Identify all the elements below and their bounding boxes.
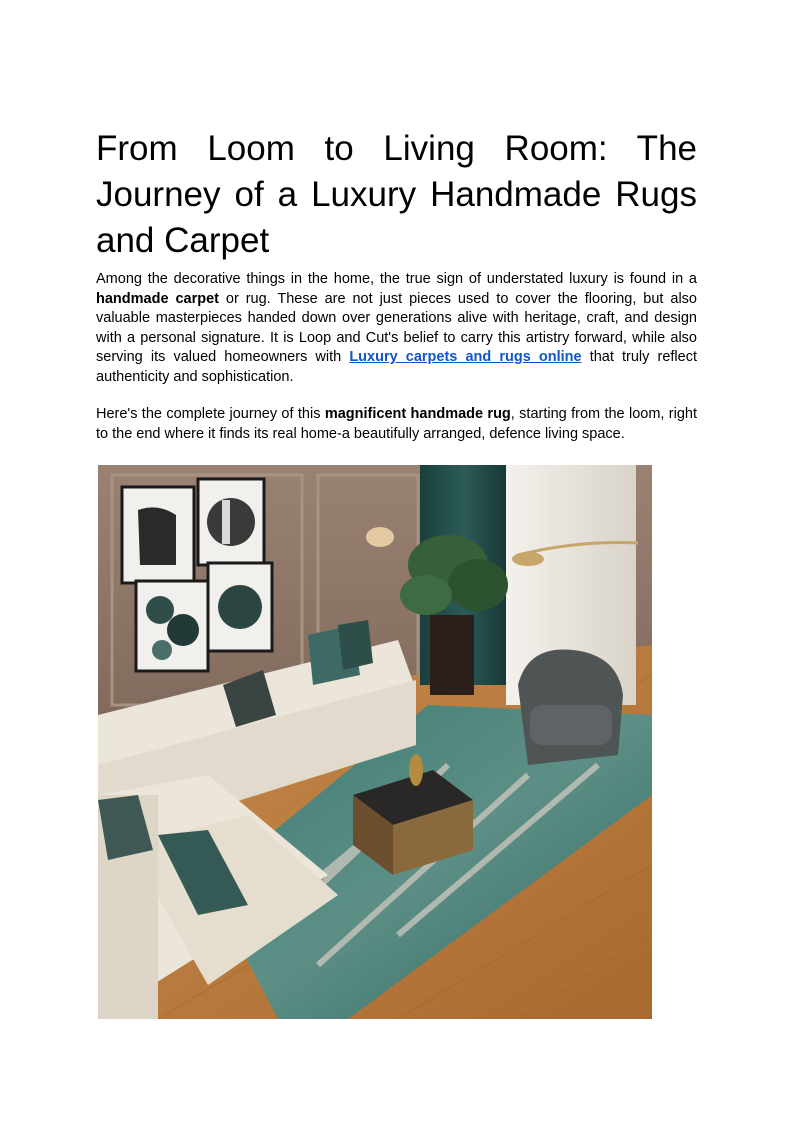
armchair xyxy=(518,649,623,765)
journey-bold-magnificent-rug: magnificent handmade rug xyxy=(320,406,511,422)
intro-paragraph xyxy=(96,270,697,387)
living-room-photo xyxy=(98,465,652,1019)
journey-text-1: Here's the complete journey of this xyxy=(96,406,321,422)
living-room-illustration xyxy=(98,465,652,1019)
luxury-carpets-link[interactable]: Luxury carpets and rugs online xyxy=(349,349,582,365)
journey-paragraph xyxy=(96,405,697,444)
intro-text-2: or rug. These are not just pieces used to cover the flooring, but also valuable masterpieces handed down over generations alive with heritage, craft, and design with a personal signature. It is Loop and Cut's belief to carry this artistry forward, while also serving its valued homeowners with xyxy=(96,290,697,365)
intro-bold-handmade-carpet: handmade carpet xyxy=(96,290,219,307)
wall-lamp xyxy=(366,527,394,547)
journey-text-2: , starting from the loom, right to the end where it finds its real home-a beautifully arranged, defence living space. xyxy=(96,406,697,442)
intro-text-3: that truly reflect authenticity and sophistication. xyxy=(96,349,697,385)
article-title: From Loom to Living Room: The Journey of a Luxury Handmade Rugs and Carpet xyxy=(96,129,697,260)
intro-text-1: Among the decorative things in the home, the true sign of understated luxury is found in a xyxy=(96,271,697,287)
